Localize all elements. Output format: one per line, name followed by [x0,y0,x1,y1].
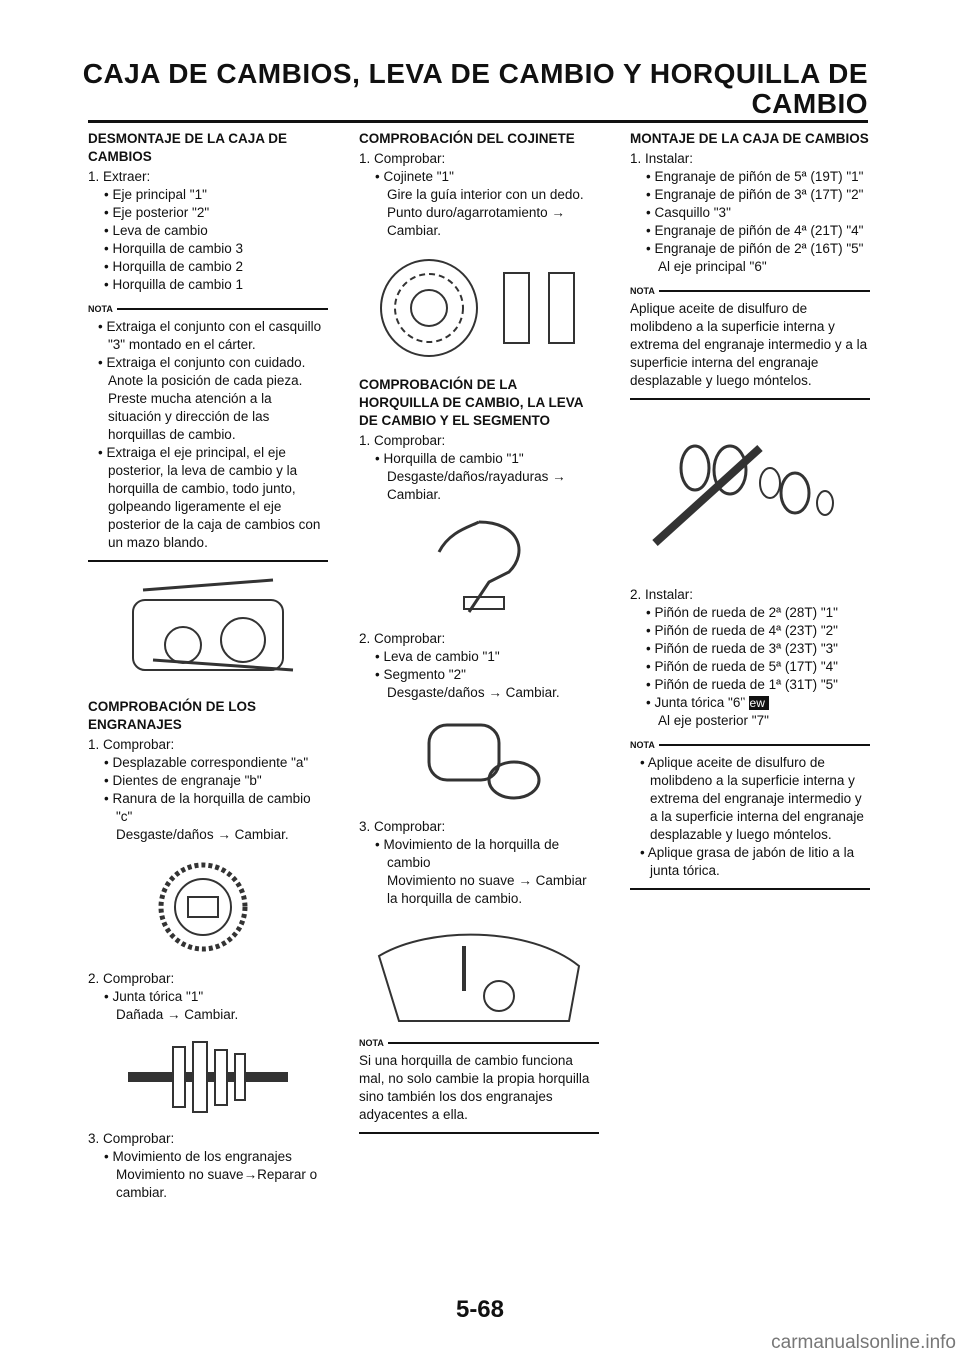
note-bullet: • Extraiga el eje principal, el eje posterior, la leva de cambio y la horquilla de cambio, todo junto, golpeando ligeramente el eje posterior de la caja de cambios con un mazo blando. [88,444,328,552]
bullet: • Piñón de rueda de 3ª (23T) "3" [630,640,870,658]
new-badge: New [749,696,769,710]
note-bullet: • Extraiga el conjunto con cuidado. Anote la posición de cada pieza. Preste mucha atención a la situación y dirección de las horquillas de cambio. [88,354,328,444]
section-heading: DESMONTAJE DE LA CAJA DE CAMBIOS [88,131,288,164]
step: 1. Extraer: [88,169,151,184]
result: Al eje posterior "7" [658,713,769,728]
bullet: • Eje principal "1" [88,186,328,204]
page-title-line2: CAMBIO [751,88,868,119]
shift-fork-figure [419,512,539,622]
step: 2. Comprobar: [88,971,175,986]
page-number: 5-68 [455,1296,505,1323]
result: Desgaste/daños/rayaduras → Cambiar. [387,469,566,502]
bullet: • Engranaje de piñón de 2ª (16T) "5" [630,240,870,258]
note-box [630,736,870,890]
bullet: • Piñón de rueda de 4ª (23T) "2" [630,622,870,640]
bullet: • Horquilla de cambio "1" [359,450,599,468]
note-label: NOTA [88,304,113,314]
bullet-text: Junta tórica "6" [654,695,746,710]
shaft-figure [123,1032,293,1122]
bullet: • Junta tórica "1" [88,988,328,1006]
bullet: • Casquillo "3" [630,204,870,222]
result: Movimiento no suave→Reparar o cambiar. [116,1167,318,1200]
section-heading: COMPROBACIÓN DEL COJINETE [359,131,575,146]
note-label: NOTA [359,1038,384,1048]
bullet: • Segmento "2" [359,666,599,684]
step: 1. Comprobar: [88,737,175,752]
section-heading: MONTAJE DE LA CAJA DE CAMBIOS [630,131,869,146]
column-3 [630,130,870,890]
bullet: • Dientes de engranaje "b" [88,772,328,790]
title-rule [88,120,868,123]
bullet: • Movimiento de los engranajes [88,1148,328,1166]
note-text: Si una horquilla de cambio funciona mal, no solo cambie la propia horquilla sino también los dos engranajes adyacentes a ella. [359,1053,590,1122]
bullet: • Piñón de rueda de 5ª (17T) "4" [630,658,870,676]
bullet: • Engranaje de piñón de 4ª (21T) "4" [630,222,870,240]
column-1 [88,130,328,1202]
bullet: • Eje posterior "2" [88,204,328,222]
step: 1. Instalar: [630,151,694,166]
bullet: • Horquilla de cambio 3 [88,240,328,258]
bullet: • Leva de cambio "1" [359,648,599,666]
result: Movimiento no suave → Cambiar la horquilla de cambio. [387,873,587,906]
bullet: • Cojinete "1" [359,168,599,186]
column-2 [359,130,599,1134]
mainshaft-assembly-figure [640,408,860,578]
note-label: NOTA [630,740,655,750]
step: 3. Comprobar: [88,1131,175,1146]
note-label: NOTA [630,286,655,296]
bullet: • Horquilla de cambio 2 [88,258,328,276]
page-title-line1: CAJA DE CAMBIOS, LEVA DE CAMBIO Y HORQUILLA DE [82,58,868,89]
bearing-figure [369,248,589,368]
note-bullet: • Aplique aceite de disulfuro de molibdeno a la superficie interna y extrema del engranaje intermedio y a la superficie interna del engranaje desplazable y luego móntelos. [630,754,870,844]
section-heading: COMPROBACIÓN DE LA HORQUILLA DE CAMBIO, LA LEVA DE CAMBIO Y EL SEGMENTO [359,377,583,428]
bullet: • Piñón de rueda de 1ª (31T) "5" [630,676,870,694]
step: 2. Instalar: [630,587,694,602]
gearbox-removal-figure [113,570,303,690]
result: Desgaste/daños → Cambiar. [387,685,560,700]
result: Dañada → Cambiar. [116,1007,239,1022]
fork-movement-figure [369,916,589,1026]
bullet: • Horquilla de cambio 1 [88,276,328,294]
step: 1. Comprobar: [359,151,446,166]
bullet: • Desplazable correspondiente "a" [88,754,328,772]
note-bullet: • Extraiga el conjunto con el casquillo "3" montado en el cárter. [88,318,328,354]
bullet: • Movimiento de la horquilla de cambio [359,836,599,872]
bullet [630,694,870,712]
step: 2. Comprobar: [359,631,446,646]
note-box [630,282,870,400]
result: Desgaste/daños → Cambiar. [116,827,289,842]
result: Al eje principal "6" [658,259,767,274]
result: Punto duro/agarrotamiento → Cambiar. [387,205,565,238]
section-heading: COMPROBACIÓN DE LOS ENGRANAJES [88,699,257,732]
note-box [359,1034,599,1134]
shift-cam-figure [409,710,549,810]
bullet: • Leva de cambio [88,222,328,240]
step: 3. Comprobar: [359,819,446,834]
gear-figure [148,852,268,962]
note-text: Aplique aceite de disulfuro de molibdeno a la superficie interna y extrema del engranaje intermedio y a la superficie interna del engranaje desplazable y luego móntelos. [630,301,868,388]
note-box [88,300,328,562]
watermark: carmanualsonline.info [771,1332,956,1353]
bullet: • Engranaje de piñón de 3ª (17T) "2" [630,186,870,204]
step: 1. Comprobar: [359,433,446,448]
note-bullet: • Aplique grasa de jabón de litio a la junta tórica. [630,844,870,880]
result: Gire la guía interior con un dedo. [387,187,584,202]
bullet: • Ranura de la horquilla de cambio "c" [88,790,328,826]
bullet: • Piñón de rueda de 2ª (28T) "1" [630,604,870,622]
bullet: • Engranaje de piñón de 5ª (19T) "1" [630,168,870,186]
